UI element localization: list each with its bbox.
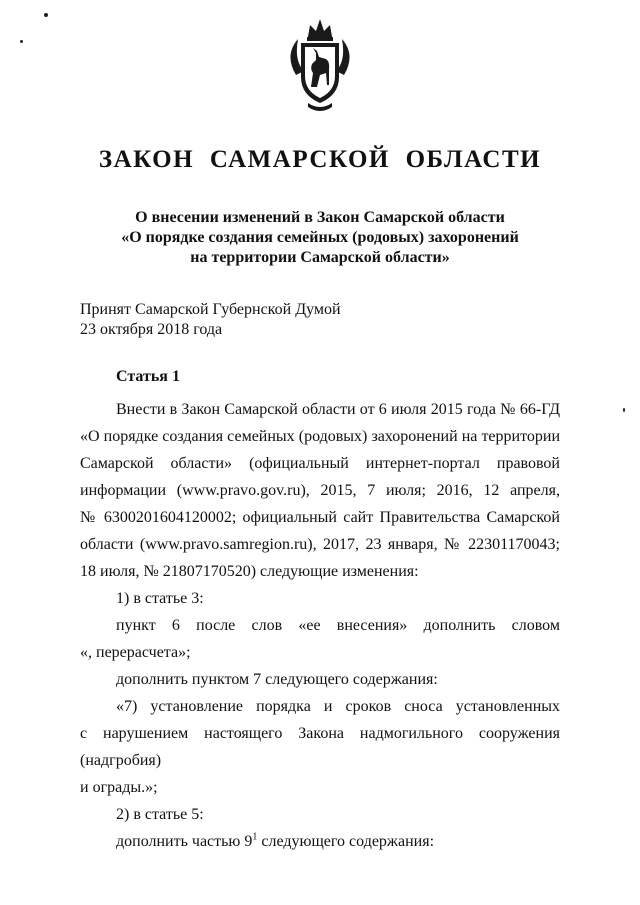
amendment-quote: с нарушением настоящего Закона надмогильного сооружения (надгробия) (80, 725, 560, 769)
samara-coat-of-arms-emblem (286, 15, 354, 115)
intro-line: Самарской области» (официальный интернет-портал правовой (80, 455, 560, 472)
scan-speck (44, 13, 48, 17)
amendment-text: следующего содержания: (257, 833, 435, 850)
amendment-quote: и ограды.»; (80, 779, 158, 796)
amendment-paragraph: «, перерасчета»; (80, 644, 191, 661)
subject-line: О внесении изменений в Закон Самарской области (135, 209, 505, 226)
law-subject (80, 208, 560, 268)
intro-line: 18 июля, № 21807170520) следующие изменения: (80, 563, 419, 580)
amendment-item-1: 1) в статье 3: (116, 590, 204, 607)
amendment-text: дополнить частью 9 (116, 833, 253, 850)
adoption-date: 23 октября 2018 года (80, 321, 223, 338)
amendment-paragraph: дополнить пунктом 7 следующего содержания: (116, 671, 438, 688)
superscript-number: 1 (252, 831, 258, 843)
intro-line: № 6300201604120002; официальный сайт Правительства Самарской (80, 509, 560, 526)
amendment-paragraph (80, 828, 560, 855)
subject-line: «О порядке создания семейных (родовых) захоронений (121, 229, 519, 246)
subject-line: на территории Самарской области» (190, 249, 450, 266)
adoption-info (80, 300, 341, 340)
intro-line: области (www.pravo.samregion.ru), 2017, 23 января, № 22301170043; (80, 536, 560, 553)
intro-line: «О порядке создания семейных (родовых) захоронений на территории (80, 428, 560, 445)
article-heading: Статья 1 (116, 368, 180, 385)
article-body (80, 396, 560, 855)
ribbon-icon (308, 103, 332, 111)
scan-speck (623, 408, 625, 412)
amendment-quote: «7) установление порядка и сроков сноса установленных (116, 698, 560, 715)
intro-line: Внести в Закон Самарской области от 6 июля 2015 года № 66-ГД (116, 401, 560, 418)
scan-speck (20, 40, 23, 43)
intro-line: информации (www.pravo.gov.ru), 2015, 7 июля; 2016, 12 апреля, (80, 482, 560, 499)
law-title: ЗАКОН САМАРСКОЙ ОБЛАСТИ (98, 146, 542, 173)
crown-base (307, 37, 333, 41)
amendment-paragraph: пункт 6 после слов «ее внесения» дополнить словом (116, 617, 560, 634)
amendment-item-2: 2) в статье 5: (116, 806, 204, 823)
adoption-body: Принят Самарской Губернской Думой (80, 301, 341, 318)
crown-icon (308, 19, 332, 37)
